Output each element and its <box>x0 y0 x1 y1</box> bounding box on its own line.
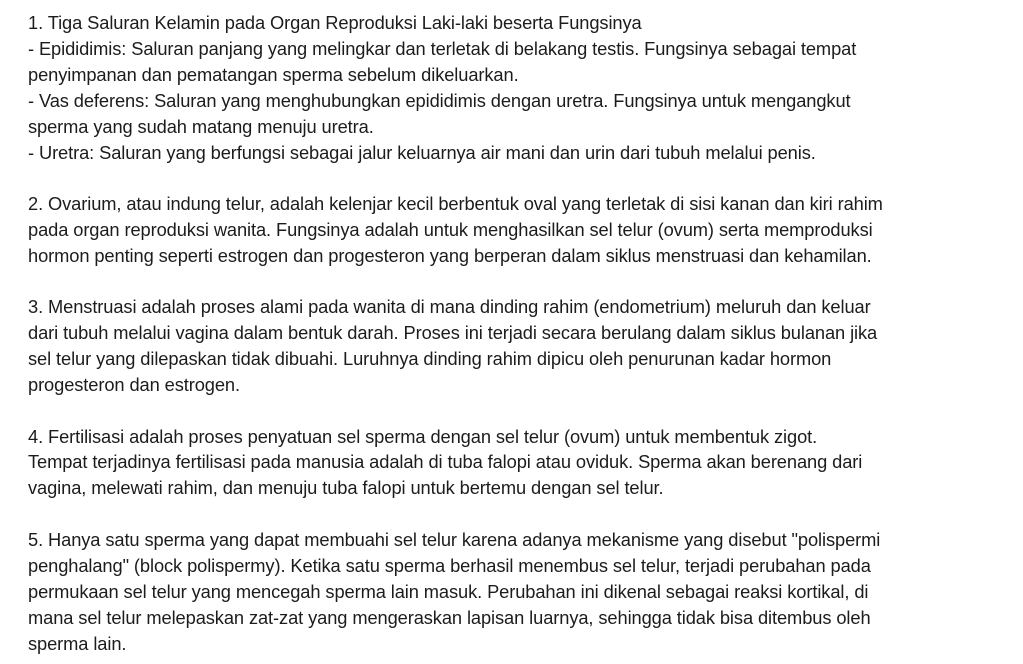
section-4-fertilization <box>28 424 999 502</box>
section-3-menstruation <box>28 294 999 398</box>
text-line: progesteron dan estrogen. <box>28 374 240 396</box>
text-line: sperma lain. <box>28 632 127 654</box>
section-1-heading: 1. Tiga Saluran Kelamin pada Organ Reproduksi Laki-laki beserta Fungsinya <box>28 12 642 33</box>
text-line: sel telur yang dilepaskan tidak dibuahi. Luruhnya dinding rahim dipicu oleh penurunan kadar hormon <box>28 348 832 370</box>
text-line: 4. Fertilisasi adalah proses penyatuan sel sperma dengan sel telur (ovum) untuk membentuk zigot. <box>28 425 818 447</box>
text-line: penghalang" (block polispermy). Ketika satu sperma berhasil menembus sel telur, terjadi perubahan pada <box>28 554 871 576</box>
section-1-male-ducts <box>28 10 999 165</box>
text-line: pada organ reproduksi wanita. Fungsinya adalah untuk menghasilkan sel telur (ovum) serta memproduksi <box>28 218 873 240</box>
text-line: mana sel telur melepaskan zat-zat yang mengeraskan lapisan luarnya, sehingga tidak bisa ditembus oleh <box>28 606 871 628</box>
text-line: - Vas deferens: Saluran yang menghubungkan epididimis dengan uretra. Fungsinya untuk mengangkut <box>28 89 851 111</box>
text-line: sperma yang sudah matang menuju uretra. <box>28 115 374 137</box>
section-2-ovary <box>28 191 999 269</box>
text-line: permukaan sel telur yang mencegah sperma lain masuk. Perubahan ini dikenal sebagai reaksi kortikal, di <box>28 580 869 602</box>
section-5-polyspermy-block <box>28 527 999 657</box>
text-line: - Uretra: Saluran yang berfungsi sebagai jalur keluarnya air mani dan urin dari tubuh melalui penis. <box>28 141 816 163</box>
text-line: penyimpanan dan pematangan sperma sebelum dikeluarkan. <box>28 63 519 85</box>
text-line: 2. Ovarium, atau indung telur, adalah kelenjar kecil berbentuk oval yang terletak di sisi kanan dan kiri rahim <box>28 193 883 215</box>
text-line: Tempat terjadinya fertilisasi pada manusia adalah di tuba falopi atau oviduk. Sperma akan berenang dari <box>28 451 863 473</box>
text-line: hormon penting seperti estrogen dan progesteron yang berperan dalam siklus menstruasi dan kehamilan. <box>28 244 872 266</box>
text-line: 5. Hanya satu sperma yang dapat membuahi sel telur karena adanya mekanisme yang disebut "polispermi <box>28 528 881 550</box>
text-line: dari tubuh melalui vagina dalam bentuk darah. Proses ini terjadi secara berulang dalam siklus bulanan jika <box>28 322 878 344</box>
text-line: - Epididimis: Saluran panjang yang melingkar dan terletak di belakang testis. Fungsinya sebagai tempat <box>28 37 857 59</box>
text-line: vagina, melewati rahim, dan menuju tuba falopi untuk bertemu dengan sel telur. <box>28 477 664 499</box>
text-line: 3. Menstruasi adalah proses alami pada wanita di mana dinding rahim (endometrium) meluruh dan keluar <box>28 296 871 318</box>
